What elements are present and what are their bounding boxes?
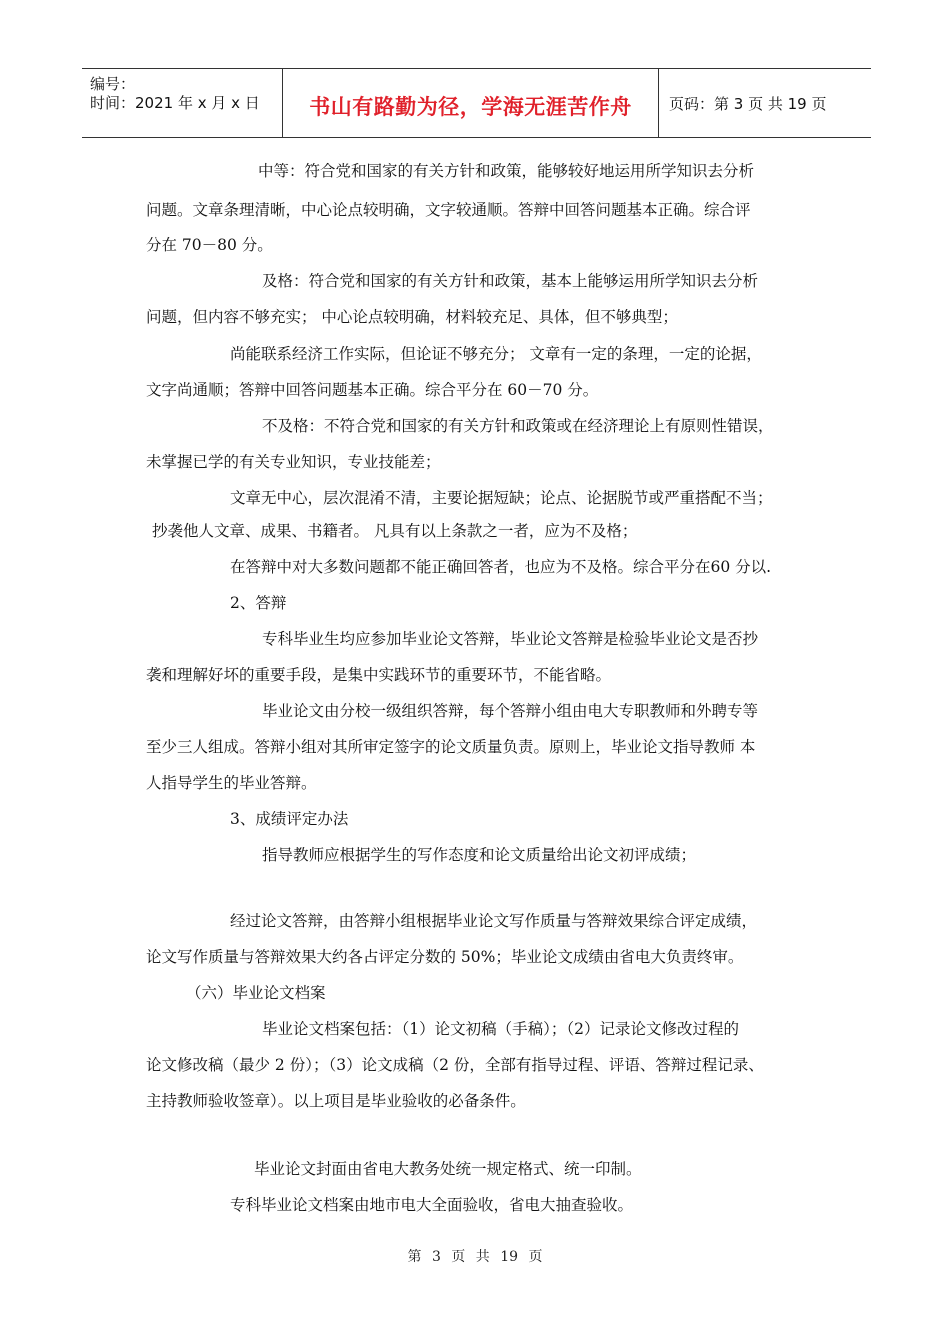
body-line: 文章无中心，层次混淆不清，主要论据短缺；论点、论据脱节或严重搭配不当； (230, 489, 773, 507)
header-page-info: 页码：第 3 页 共 19 页 (669, 95, 827, 113)
section-heading: 3、成绩评定办法 (230, 810, 349, 828)
body-line: 文字尚通顺；答辩中回答问题基本正确。综合平分在 60－70 分。 (146, 381, 599, 399)
header-page-cell (659, 69, 871, 137)
body-line: 毕业论文档案包括：（1）论文初稿（手稿）；（2）记录论文修改过程的 (262, 1020, 739, 1038)
body-line: 在答辩中对大多数问题都不能正确回答者，也应为不及格。综合平分在60 分以. (230, 558, 772, 576)
header-motto-cell (282, 69, 659, 137)
body-line: 毕业论文封面由省电大教务处统一规定格式、统一印制。 (254, 1160, 642, 1178)
body-line: 未掌握已学的有关专业知识，专业技能差； (146, 453, 441, 471)
body-line: 及格：符合党和国家的有关方针和政策，基本上能够运用所学知识去分析 (262, 272, 759, 290)
body-line: 不及格：不符合党和国家的有关方针和政策或在经济理论上有原则性错误， (262, 417, 774, 435)
header-left-cell (82, 69, 282, 137)
body-line: 抄袭他人文章、成果、书籍者。 凡具有以上条款之一者，应为不及格； (152, 522, 638, 540)
body-line: 问题。文章条理清晰，中心论点较明确，文字较通顺。答辩中回答问题基本正确。综合评 (146, 201, 751, 219)
body-line: 人指导学生的毕业答辩。 (146, 774, 317, 792)
motto: 书山有路勤为径，学海无涯苦作舟 (309, 95, 632, 119)
body-line: 2、答辩 (230, 594, 287, 612)
body-line: 主持教师验收签章）。以上项目是毕业验收的必备条件。 (146, 1092, 526, 1110)
date-label: 时间：2021 年 x 月 x 日 (90, 94, 260, 112)
body-line: 专科毕业论文档案由地市电大全面验收，省电大抽查验收。 (230, 1196, 634, 1214)
body-line: 毕业论文由分校一级组织答辩，每个答辩小组由电大专职教师和外聘专等 (262, 702, 759, 720)
document-number-label: 编号： (90, 75, 136, 93)
body-line: 论文写作质量与答辩效果大约各占评定分数的 50%；毕业论文成绩由省电大负责终审。 (146, 948, 744, 966)
body-line: 论文修改稿（最少 2 份）；（3）论文成稿（2 份，全部有指导过程、评语、答辩过程记录、 (146, 1056, 764, 1074)
body-line: 袭和理解好坏的重要手段，是集中实践环节的重要环节，不能省略。 (146, 666, 612, 684)
body-line: 中等：符合党和国家的有关方针和政策，能够较好地运用所学知识去分析 (258, 162, 755, 180)
body-line: 专科毕业生均应参加毕业论文答辩，毕业论文答辩是检验毕业论文是否抄 (262, 630, 759, 648)
page-footer: 第 3 页 共 19 页 (407, 1249, 543, 1265)
body-line: 指导教师应根据学生的写作态度和论文质量给出论文初评成绩； (262, 846, 697, 864)
body-line: 问题，但内容不够充实； 中心论点较明确，材料较充足、具体，但不够典型； (146, 308, 678, 326)
body-line: 分在 70－80 分。 (146, 236, 273, 254)
page-header (82, 68, 871, 138)
body-line: 尚能联系经济工作实际，但论证不够充分； 文章有一定的条理，一定的论据， (230, 345, 762, 363)
body-line: 至少三人组成。答辩小组对其所审定签字的论文质量负责。原则上，毕业论文指导教师 本 (146, 738, 756, 756)
body-line: 经过论文答辩，由答辩小组根据毕业论文写作质量与答辩效果综合评定成绩， (230, 912, 758, 930)
section-heading: （六）毕业论文档案 (186, 984, 326, 1002)
